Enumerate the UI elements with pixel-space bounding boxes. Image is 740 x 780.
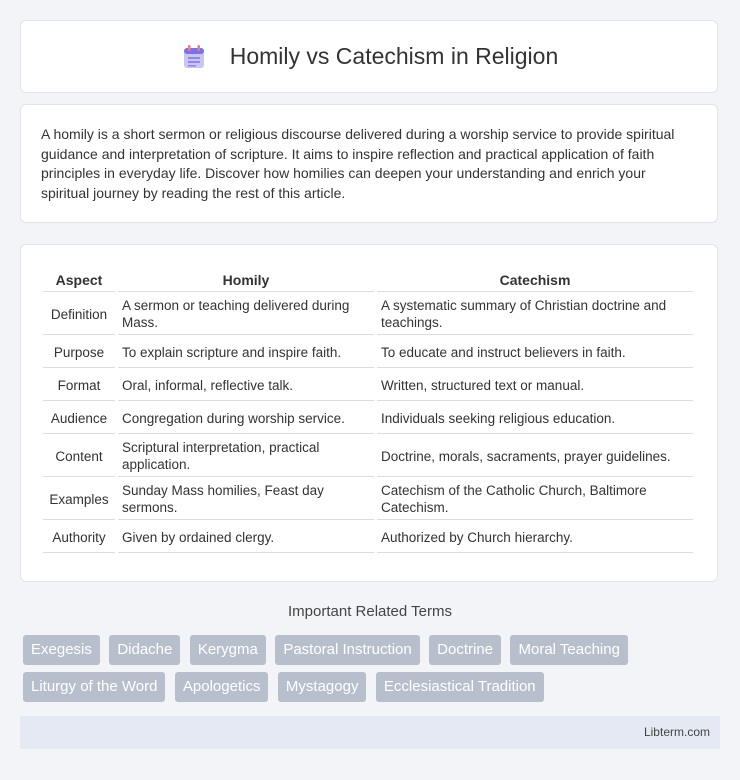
tag-pastoral-instruction[interactable]: Pastoral Instruction bbox=[275, 635, 419, 665]
footer-site-link[interactable]: Libterm.com bbox=[643, 725, 710, 739]
table-row bbox=[43, 337, 693, 368]
table-row bbox=[43, 436, 693, 477]
comparison-card bbox=[20, 244, 718, 582]
row-aspect: Content bbox=[43, 436, 115, 477]
table-row bbox=[43, 479, 693, 520]
row-aspect: Format bbox=[43, 370, 115, 401]
row-aspect: Audience bbox=[43, 403, 115, 434]
row-aspect: Examples bbox=[43, 479, 115, 520]
header-homily: Homily bbox=[118, 267, 374, 292]
tag-apologetics[interactable]: Apologetics bbox=[175, 672, 269, 702]
table-row bbox=[43, 294, 693, 335]
row-catechism: To educate and instruct believers in faith. bbox=[377, 337, 693, 368]
intro-card bbox=[20, 104, 718, 223]
title-card bbox=[20, 20, 718, 93]
row-homily: Sunday Mass homilies, Feast day sermons. bbox=[118, 479, 374, 520]
row-homily: Given by ordained clergy. bbox=[118, 522, 374, 553]
tag-exegesis[interactable]: Exegesis bbox=[23, 635, 100, 665]
table-row bbox=[43, 370, 693, 401]
row-homily: A sermon or teaching delivered during Mass. bbox=[118, 294, 374, 335]
tag-ecclesiastical-tradition[interactable]: Ecclesiastical Tradition bbox=[376, 672, 544, 702]
row-aspect: Authority bbox=[43, 522, 115, 553]
tag-mystagogy[interactable]: Mystagogy bbox=[278, 672, 367, 702]
row-catechism: A systematic summary of Christian doctrine and teachings. bbox=[377, 294, 693, 335]
related-terms-list bbox=[23, 635, 723, 709]
comparison-table bbox=[40, 265, 696, 555]
tag-liturgy-of-the-word[interactable]: Liturgy of the Word bbox=[23, 672, 165, 702]
row-catechism: Individuals seeking religious education. bbox=[377, 403, 693, 434]
tag-didache[interactable]: Didache bbox=[109, 635, 180, 665]
table-row bbox=[43, 522, 693, 553]
table-row bbox=[43, 403, 693, 434]
row-homily: Congregation during worship service. bbox=[118, 403, 374, 434]
related-terms-title: Important Related Terms bbox=[288, 603, 452, 620]
header-aspect: Aspect bbox=[43, 267, 115, 292]
row-homily: To explain scripture and inspire faith. bbox=[118, 337, 374, 368]
tag-doctrine[interactable]: Doctrine bbox=[429, 635, 501, 665]
row-catechism: Catechism of the Catholic Church, Baltimore Catechism. bbox=[377, 479, 693, 520]
row-aspect: Definition bbox=[43, 294, 115, 335]
row-catechism: Written, structured text or manual. bbox=[377, 370, 693, 401]
row-homily: Scriptural interpretation, practical application. bbox=[118, 436, 374, 477]
row-catechism: Authorized by Church hierarchy. bbox=[377, 522, 693, 553]
page-title: Homily vs Catechism in Religion bbox=[229, 43, 559, 69]
row-aspect: Purpose bbox=[43, 337, 115, 368]
tag-kerygma[interactable]: Kerygma bbox=[190, 635, 266, 665]
tag-moral-teaching[interactable]: Moral Teaching bbox=[510, 635, 627, 665]
table-header-row bbox=[43, 267, 693, 292]
row-catechism: Doctrine, morals, sacraments, prayer guidelines. bbox=[377, 436, 693, 477]
calendar-icon bbox=[180, 43, 208, 71]
intro-text: A homily is a short sermon or religious discourse delivered during a worship service to provide spiritual guidance and interpretation of scripture. It aims to inspire reflection and practical application of faith principles in everyday life. Discover how homilies can deepen your understanding and enrich your spiritual journey by reading the rest of this article. bbox=[41, 126, 675, 201]
header-catechism: Catechism bbox=[377, 267, 693, 292]
row-homily: Oral, informal, reflective talk. bbox=[118, 370, 374, 401]
footer bbox=[20, 716, 720, 749]
